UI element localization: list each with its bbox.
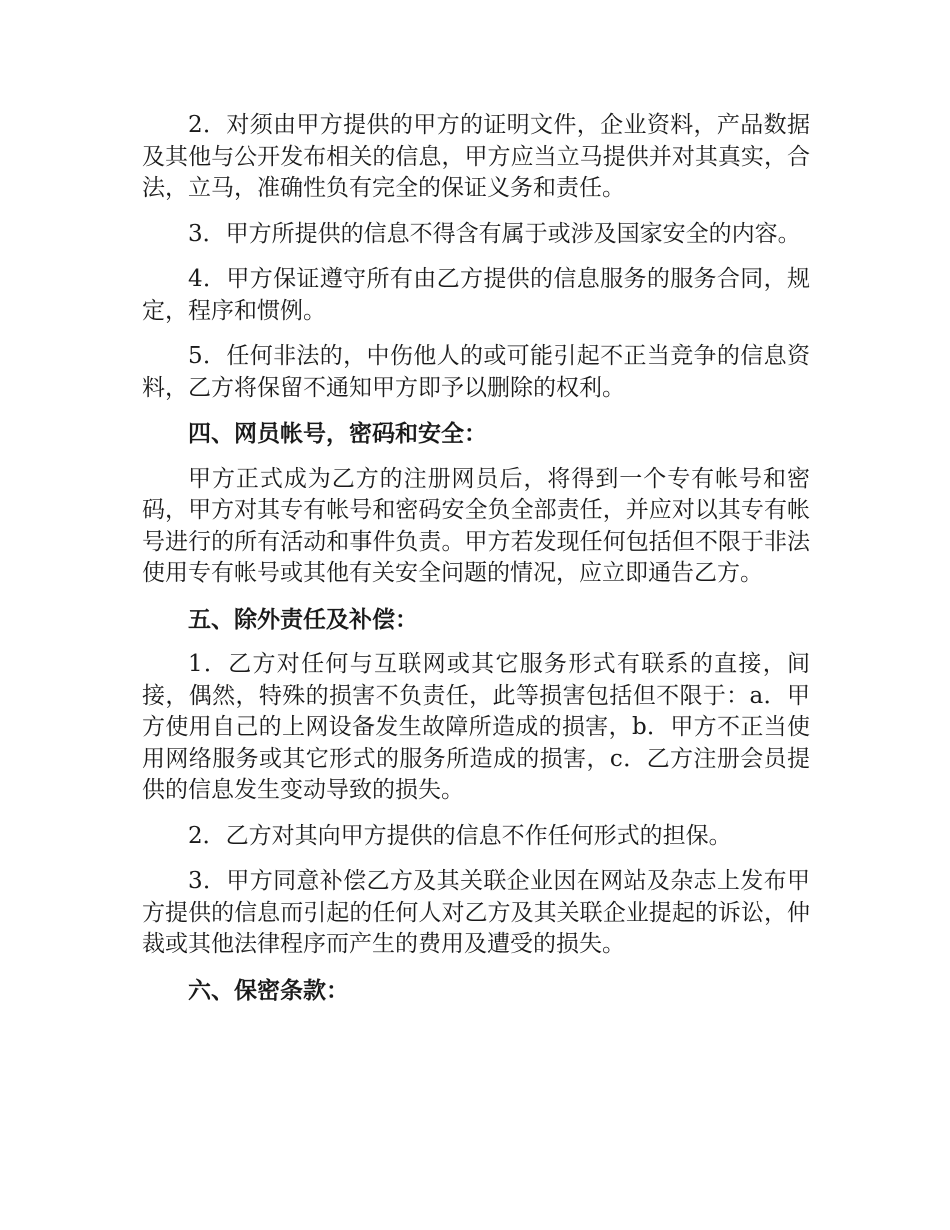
clause-2-paragraph: 2．对须由甲方提供的甲方的证明文件，企业资料，产品数据及其他与公开发布相关的信息，甲方应当立马提供并对其真实，合法，立马，准确性负有完全的保证义务和责任。 <box>142 112 810 201</box>
clause-4-paragraph: 4．甲方保证遵守所有由乙方提供的信息服务的服务合同，规定，程序和惯例。 <box>142 266 810 324</box>
section-4-heading: 四、网员帐号，密码和安全： <box>188 420 487 447</box>
section-5-heading: 五、除外责任及补偿： <box>188 605 418 633</box>
section-4-body: 甲方正式成为乙方的注册网员后，将得到一个专有帐号和密码，甲方对其专有帐号和密码安全负全部责任，并应对以其专有帐号进行的所有活动和事件负责。甲方若发现任何包括但不限于非法使用专有帐号或其他有关安全问题的情况，应立即通告乙方。 <box>142 465 810 586</box>
clause-5-paragraph: 5．任何非法的，中伤他人的或可能引起不正当竞争的信息资料，乙方将保留不通知甲方即予以删除的权利。 <box>142 343 810 401</box>
section-5-clause-2: 2．乙方对其向甲方提供的信息不作任何形式的担保。 <box>188 822 732 849</box>
section-6-heading: 六、保密条款： <box>188 976 349 1004</box>
document-page <box>142 110 810 1020</box>
section-5-clause-3: 3．甲方同意补偿乙方及其关联企业因在网站及杂志上发布甲方提供的信息而引起的任何人对乙方及其关联企业提起的诉讼，仲裁或其他法律程序而产生的费用及遭受的损失。 <box>142 868 810 957</box>
clause-3-paragraph: 3．甲方所提供的信息不得含有属于或涉及国家安全的内容。 <box>188 220 801 247</box>
section-5-clause-1: 1．乙方对任何与互联网或其它服务形式有联系的直接，间接，偶然，特殊的损害不负责任，此等损害包括但不限于：a．甲方使用自己的上网设备发生故障所造成的损害，b．甲方不正当使用网络服务或其它形式的服务所造成的损害，c．乙方注册会员提供的信息发生变动导致的损失。 <box>142 651 810 803</box>
